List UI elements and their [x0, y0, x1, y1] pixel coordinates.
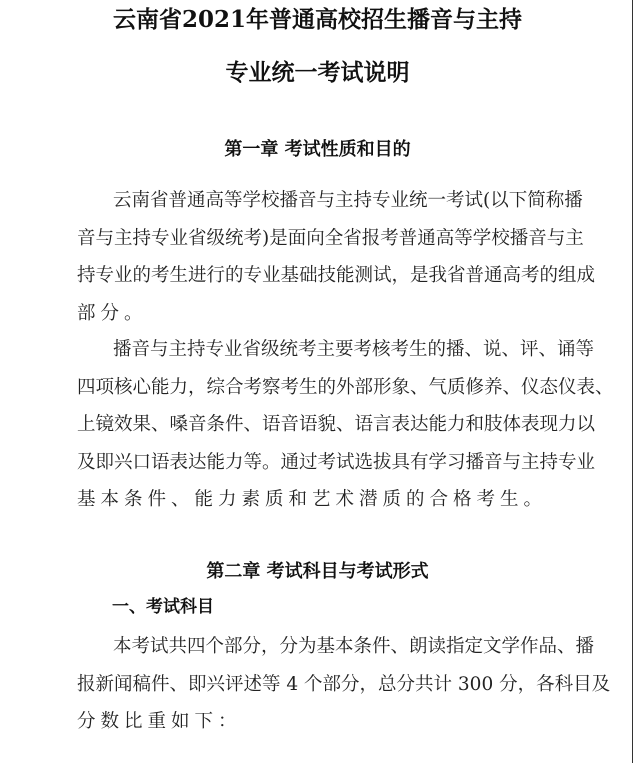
- page-edge-divider: [632, 0, 633, 763]
- text-line: 本考试共四个部分，分为基本条件、朗读指定文学作品、播: [113, 636, 595, 657]
- text-line: 及即兴口语表达能力等。通过考试选拔具有学习播音与主持专业: [77, 451, 596, 473]
- text-line: 基本条件、能力素质和艺术潜质的合格考生。: [77, 489, 548, 510]
- text-line: 云南省普通高等学校播音与主持专业统一考试(以下简称播: [113, 190, 583, 211]
- text-line: 报新闻稿件、即兴评述等 4 个部分，总分共计 300 分，各科目及: [77, 673, 611, 695]
- text-line: 部分。: [77, 302, 148, 324]
- text-line: 音与主持专业省级统考)是面向全省报考普通高等学校播音与主: [77, 227, 584, 249]
- chapter2-paragraph: [77, 628, 611, 741]
- text-line: 播音与主持专业省级统考主要考核考生的播、说、评、诵等: [113, 339, 595, 360]
- text-line: 分数比重如下：: [77, 711, 242, 732]
- document-title-line1: 云南省2021年普通高校招生播音与主持: [112, 6, 522, 33]
- chapter1-paragraph-1: [77, 182, 596, 332]
- text-line: 持专业的考生进行的专业基础技能测试，是我省普通高考的组成: [77, 265, 596, 286]
- chapter2-heading: 第二章 考试科目与考试形式: [206, 561, 429, 582]
- document-title-line2: 专业统一考试说明: [225, 59, 410, 86]
- text-line: 上镜效果、嗓音条件、语音语貌、语言表达能力和肢体表现力以: [77, 414, 596, 435]
- text-line: 四项核心能力，综合考察考生的外部形象、气质修养、仪态仪表、: [77, 376, 614, 398]
- chapter1-paragraph-2: [77, 331, 614, 519]
- section-heading-exam-subjects: 一、考试科目: [112, 597, 214, 617]
- chapter1-heading: 第一章 考试性质和目的: [224, 139, 411, 160]
